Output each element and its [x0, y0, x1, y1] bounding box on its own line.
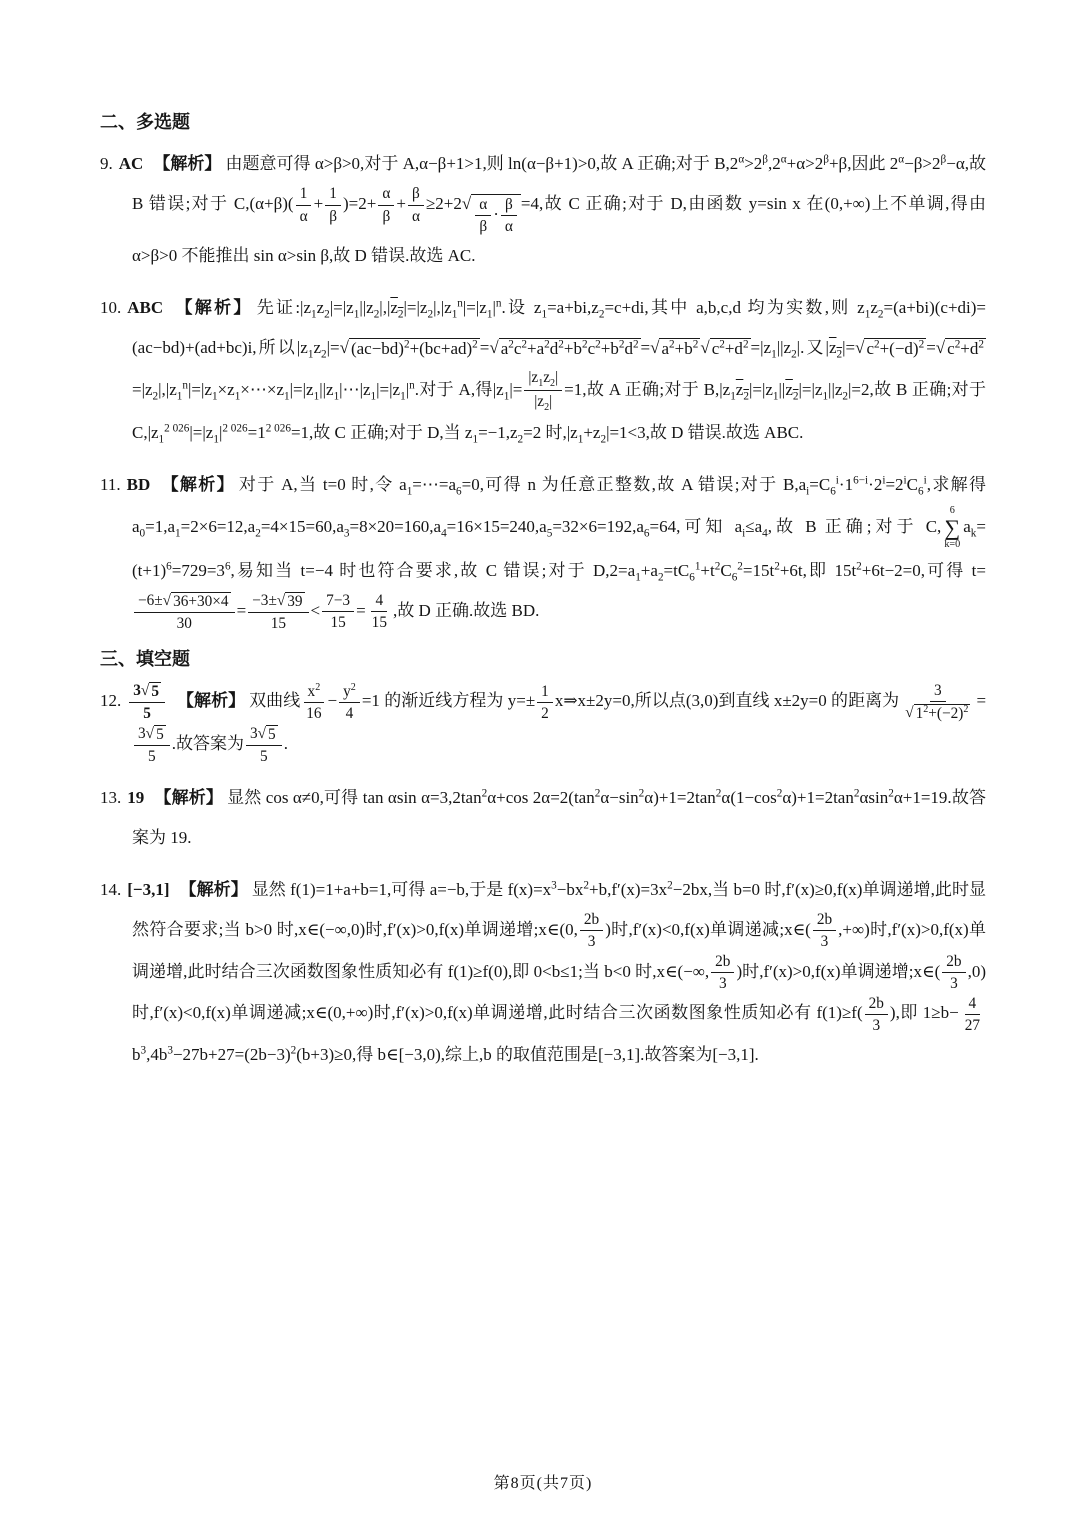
analysis-label: 【解析】 [179, 879, 248, 899]
problem-number: 10. [100, 298, 122, 318]
analysis-label: 【解析】 [176, 691, 246, 711]
problem-answer: BD [126, 475, 151, 495]
problem-answer: ABC [127, 298, 164, 318]
page-number: 第8页(共7页) [493, 1475, 593, 1492]
solution-text: 由题意可得 α>β>0,对于 A,α−β+1>1,则 ln(α−β+1)>0,故 A 正确;对于 $B,2^\alpha>2^\beta,2^\alpha+\alpha>2^\beta+\beta$,因此 $2^\alpha-\beta>2^\beta-\alpha$,故 B 错误;对于 C,(α+β)( $\frac{1}{\alpha}$ + $\frac{1}{\beta}$ )=2+ $\frac{\alpha}{\beta}$ + $\frac{\beta}{\alpha}$ ≥2+2 √ $\frac{\alpha}{\beta}$ · $\frac{\beta}{\alpha}$ =4,故 C 正确;对于 D,由函数 y=sin x 在(0,+∞)上不单调,得由 α>β>0 不能推出 sin α>sin β,故 D 错误.故选 AC. [132, 153, 987, 266]
section-title-fill-blank: 三、填空题 [100, 649, 190, 670]
problem-answer: 19 [127, 788, 145, 808]
solution-text: 对于 A,当 t=0 时,令 $a_1=\cdots=a_6=0$,可得 n 为任意正整数,故 A 错误;对于 $B,a_i=C_6^i\cdot 1^{6-i}\cdot 2^i=2^iC_6^i$,求解得 $a_0=1,a_1=2\times 6=12,a_2=4\times 15=60,a_3=8\times 20=160,a_4=16\times 15=240,a_5=32\times 6=192,a_6=64$,可知 $a_i\le a_4$,故 B 正确;对于 C, 6 ∑ k=0 $a_k=(t+1)^6=729=3^6$,易知当 t=−4 时也符合要求,故 C 错误;对于 $D,2=a_1+a_2=tC_6^1+t^2C_6^2=15t^2+6t$,即 $15t^2+6t-2=0$,可得 t= −6± √ 36+30×4 30 = −3± √ 39 15 < $\frac{7-3}{15}$ = $\frac{4}{15}$ ,故 D 正确.故选 BD. [132, 474, 986, 632]
problem-answer: 3 √ 5 5 [127, 691, 167, 710]
analysis-label: 【解析】 [160, 475, 235, 495]
page-content [100, 104, 986, 1444]
problem-12 [100, 681, 986, 766]
solution-text: 显然 cos α≠0,可得 tan αsin $\alpha=3,2\tan^2\alpha+\cos$ $2\alpha=2(\tan^2\alpha-\sin^2\alpha)+1=2\tan^2\alpha(1-\cos^2\alpha)+1=2\tan^2\alpha\sin^2\alpha+1=19$.故答案为 19. [132, 787, 986, 847]
solution-text: 双曲线 $\frac{x^2}{16}$ − $\frac{y^2}{4}$ =1 的渐近线方程为 y=± $\frac{1}{2}$ x⇒x±2y=0,所以点(3,0)到直线 x±2y=0 的距离为 3 √ $1^2+(-2)^2$ = 3 √ 5 5 .故答案为 3 √ 5 5 . [132, 691, 986, 753]
problem-answer: AC [118, 154, 144, 173]
problem-number: 14. [100, 879, 122, 899]
problem-11 [100, 465, 986, 633]
problem-13 [100, 778, 986, 858]
problem-number: 9. [100, 154, 113, 173]
problem-10 [100, 288, 986, 453]
problem-14 [100, 870, 986, 1075]
problem-9 [100, 144, 986, 276]
analysis-label: 【解析】 [153, 154, 222, 173]
analysis-label: 【解析】 [154, 788, 224, 808]
solution-text: 显然 f(1)=1+a+b=1,可得 a=−b,于是 $f(x)=x^3-bx^2+b,f'(x)=3x^2-2bx$,当 b=0 时,f′(x)≥0,f(x)单调递增,此时显然符合要求;当 b>0 时,x∈(−∞,0)时,f′(x)>0,f(x)单调递增;x∈(0, $\frac{2b}{3}$ )时,f′(x)<0,f(x)单调递减;x∈( $\frac{2b}{3}$ ,+∞)时,f′(x)>0,f(x)单调递增,此时结合三次函数图象性质知必有 f(1)≥f(0),即 0<b≤1;当 b<0 时,x∈(−∞, $\frac{2b}{3}$ )时,f′(x)>0,f(x)单调递增;x∈( $\frac{2b}{3}$ ,0)时,f′(x)<0,f(x)单调递减;x∈(0,+∞)时,f′(x)>0,f(x)单调递增,此时结合三次函数图象性质知必有 f(1)≥f( $\frac{2b}{3}$ ),即 1≥b− $\frac{4}{27}$ $b^3,4b^3-27b+27=(2b-3)^2(b+3)\ge 0$,得 b∈[−3,0),综上,b 的取值范围是[−3,1].故答案为[−3,1]. [132, 879, 987, 1064]
problem-number: 11. [100, 475, 121, 495]
solution-text: 先证$:|z_1z_2|=|z_1||z_2|,|z_2|=|z_2|,|z_1^n|=|z_1|^n$.设 $z_1=a+bi,z_2=c+di$,其中 a,b,c,d 均为实数,则 $z_1z_2=(a+bi)(c+di)=(ac-bd)+(ad+bc)i$,所以$|z_1z_2|=$ √ $(ac-bd)^2+(bc+ad)^2$ = √ $a^2c^2+a^2d^2+b^2c^2+b^2d^2$ = √ $a^2+b^2$ √ $c^2+d^2$ $=|z_1||z_2|$.又$|z_2|=$ √ $c^2+(-d)^2$ = √ $c^2+d^2$ $=|z_2|,|z_1^n|=|z_1\times z_1\times\cdots\times z_1|=|z_1||z_1|\cdots|z_1|=|z_1|^n$.对于 A,得$|z_1|=$ $\frac{|z_1z_2|}{|z_2|}$ =1,故 A 正确;对于 $B,|z_1z_2|=|z_1||z_2|=|z_1||z_2|=2$,故 B 正确;对于 $C,|z_1^{2 026}|=|z_1|^{2 026}=1^{2 026}=1$,故 C 正确;对于 D,当 $z_1=-1,z_2=2$ 时$,|z_1+z_2|=1<3$,故 D 错误.故选 ABC. [132, 297, 987, 446]
problem-number: 13. [100, 788, 122, 808]
problem-answer: [−3,1] [127, 879, 170, 899]
analysis-label: 【解析】 [173, 298, 253, 318]
section-title-multiple-choice: 二、多选题 [100, 112, 190, 132]
problem-number: 12. [100, 691, 122, 711]
